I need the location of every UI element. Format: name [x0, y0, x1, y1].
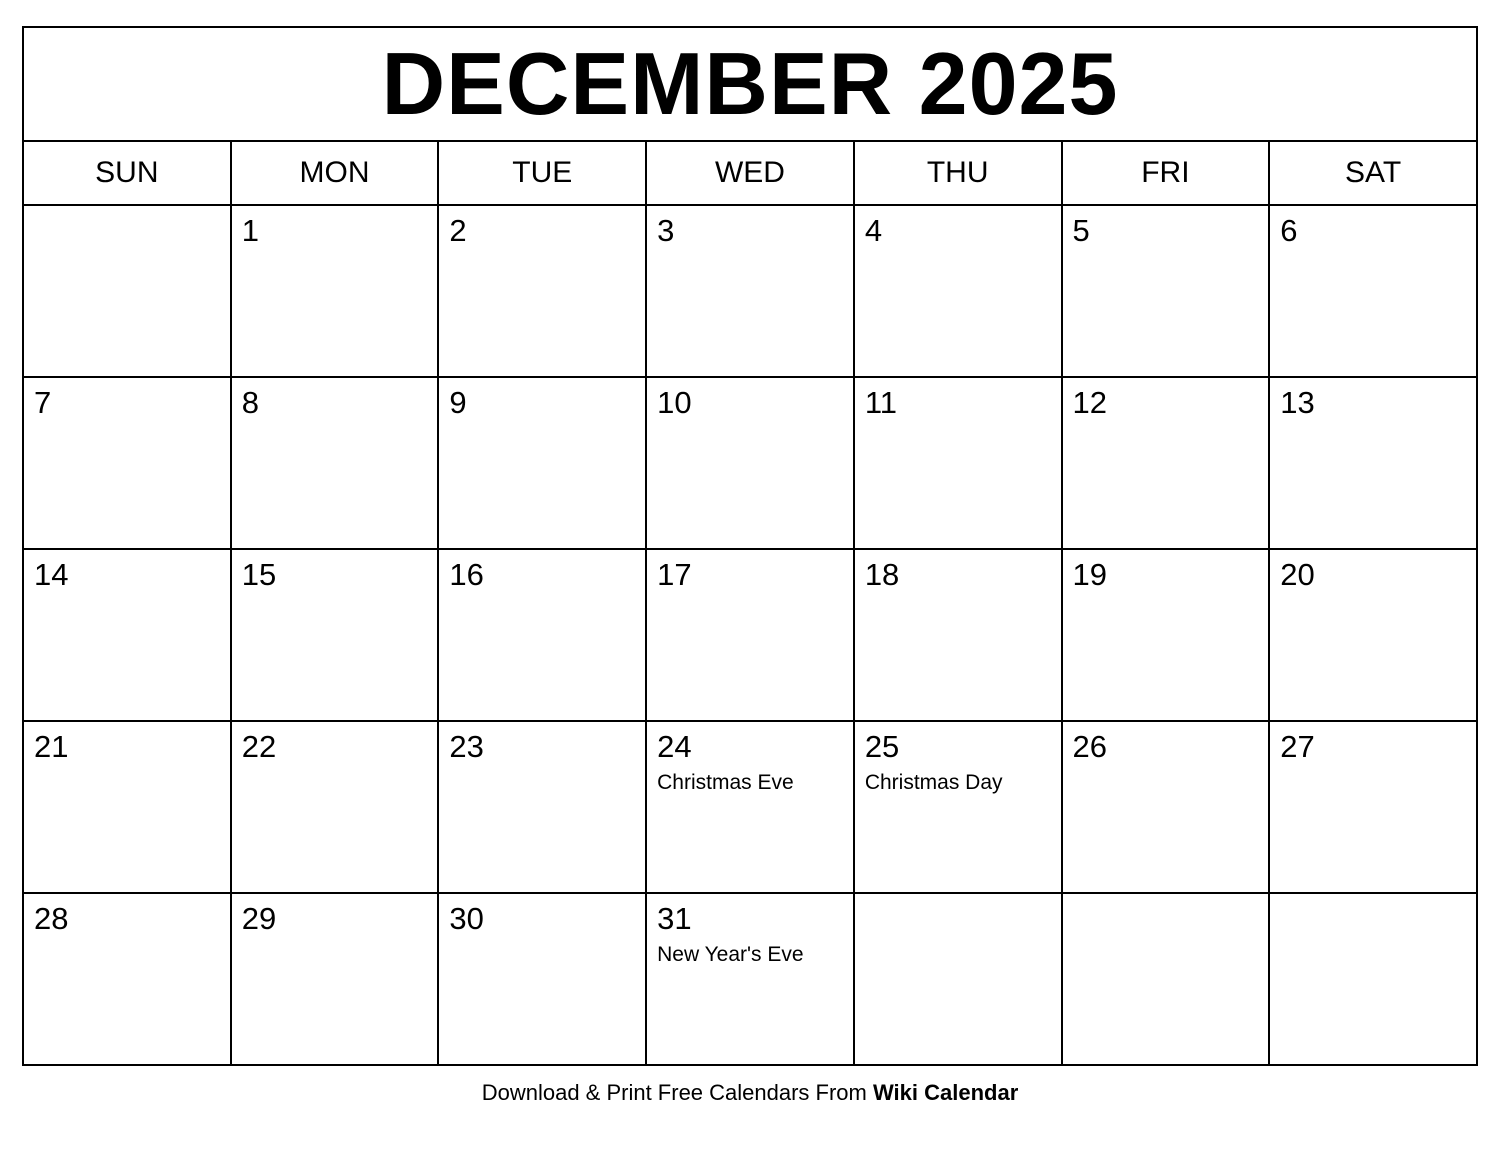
day-cell[interactable] — [23, 205, 231, 377]
day-number: 29 — [241, 901, 277, 936]
day-number: 14 — [34, 557, 69, 592]
day-cell[interactable] — [438, 893, 646, 1065]
calendar-week-row — [23, 205, 1477, 377]
day-cell[interactable] — [854, 549, 1062, 721]
day-cell[interactable] — [1062, 721, 1270, 893]
day-cell[interactable] — [646, 549, 854, 721]
day-cell[interactable] — [231, 549, 439, 721]
day-cell[interactable] — [1062, 549, 1270, 721]
day-number: 30 — [449, 901, 484, 936]
day-number: 13 — [1280, 385, 1315, 420]
day-event: Christmas Day — [864, 771, 1003, 794]
day-number: 22 — [241, 729, 277, 764]
day-cell[interactable] — [231, 721, 439, 893]
day-number: 18 — [864, 557, 900, 592]
day-cell[interactable] — [23, 893, 231, 1065]
weekday-header-sun: SUN — [23, 141, 231, 205]
day-cell[interactable] — [438, 721, 646, 893]
day-cell[interactable] — [854, 205, 1062, 377]
day-cell[interactable] — [1062, 205, 1270, 377]
day-number: 24 — [657, 729, 692, 764]
day-number: 23 — [449, 729, 484, 764]
day-cell[interactable] — [231, 205, 439, 377]
day-number: 27 — [1280, 729, 1315, 764]
calendar-title-row — [23, 27, 1477, 141]
day-number: 15 — [241, 557, 277, 592]
day-cell[interactable] — [23, 721, 231, 893]
day-cell[interactable] — [231, 893, 439, 1065]
day-number: 21 — [34, 729, 69, 764]
weekday-header-thu: THU — [854, 141, 1062, 205]
day-number: 5 — [1072, 213, 1090, 248]
day-number: 3 — [657, 213, 675, 248]
day-number: 12 — [1072, 385, 1107, 420]
day-number: 31 — [657, 901, 692, 936]
day-cell[interactable] — [1269, 205, 1477, 377]
day-cell[interactable] — [231, 377, 439, 549]
day-number: 8 — [241, 385, 259, 420]
day-cell[interactable] — [854, 721, 1062, 893]
calendar-week-row — [23, 549, 1477, 721]
day-cell[interactable] — [23, 377, 231, 549]
calendar-table — [22, 26, 1478, 1066]
footer — [22, 1079, 1478, 1107]
day-cell[interactable] — [1269, 549, 1477, 721]
day-number: 6 — [1280, 213, 1298, 248]
day-cell[interactable] — [646, 893, 854, 1065]
day-number: 28 — [34, 901, 69, 936]
day-number: 19 — [1072, 557, 1107, 592]
day-cell[interactable] — [1062, 377, 1270, 549]
day-cell[interactable] — [646, 377, 854, 549]
day-cell[interactable] — [854, 377, 1062, 549]
day-number: 25 — [864, 729, 900, 764]
day-number: 10 — [657, 385, 692, 420]
day-cell[interactable] — [438, 205, 646, 377]
day-number: 7 — [34, 385, 52, 420]
day-number: 20 — [1280, 557, 1315, 592]
day-number: 16 — [449, 557, 484, 592]
day-cell[interactable] — [646, 721, 854, 893]
day-cell[interactable] — [646, 205, 854, 377]
day-number: 1 — [241, 213, 259, 248]
day-cell[interactable] — [438, 549, 646, 721]
weekday-header-fri: FRI — [1062, 141, 1270, 205]
day-number: 4 — [864, 213, 883, 248]
weekday-header-row — [23, 141, 1477, 205]
day-cell-empty — [854, 893, 1062, 1065]
day-cell[interactable] — [1269, 721, 1477, 893]
weekday-header-mon: MON — [231, 141, 439, 205]
day-event: New Year's Eve — [657, 943, 804, 966]
page-title: DECEMBER 2025 — [381, 34, 1119, 133]
day-cell-empty — [1062, 893, 1270, 1065]
footer-text: Download & Print Free Calendars From — [481, 1080, 873, 1105]
weekday-header-wed: WED — [646, 141, 854, 205]
day-number: 26 — [1072, 729, 1107, 764]
calendar-title-cell — [23, 27, 1477, 141]
day-cell[interactable] — [23, 549, 231, 721]
day-cell[interactable] — [438, 377, 646, 549]
weekday-header-tue: TUE — [438, 141, 646, 205]
day-cell[interactable] — [1269, 377, 1477, 549]
day-number: 17 — [657, 557, 692, 592]
weekday-header-sat: SAT — [1269, 141, 1477, 205]
calendar-week-row — [23, 893, 1477, 1065]
day-number: 9 — [449, 385, 467, 420]
calendar-week-row — [23, 721, 1477, 893]
day-event: Christmas Eve — [657, 771, 794, 794]
footer-brand-link[interactable]: Wiki Calendar — [872, 1080, 1019, 1105]
calendar-week-row — [23, 377, 1477, 549]
day-number: 2 — [449, 213, 467, 248]
day-cell-empty — [1269, 893, 1477, 1065]
day-number: 11 — [864, 385, 897, 420]
